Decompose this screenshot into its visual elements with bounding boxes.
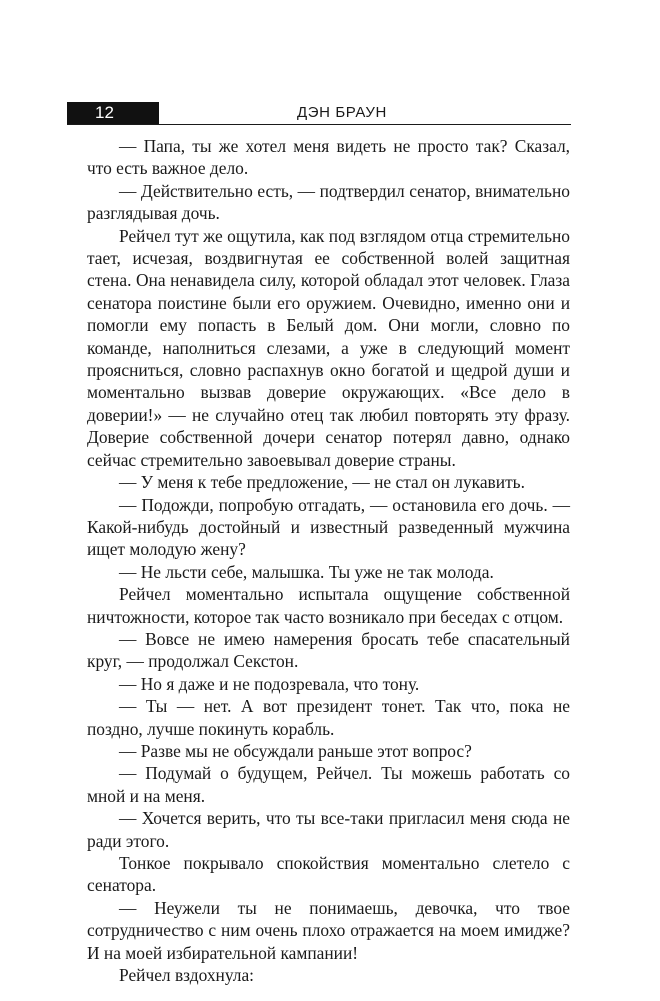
- paragraph: Рейчел вздохнула:: [119, 965, 254, 986]
- paragraph: — Ты — нет. А вот президент тонет. Так что, пока не поздно, лучше покинуть корабль.: [87, 696, 570, 739]
- paragraph: — У меня к тебе предложение, — не стал он лукавить.: [119, 472, 525, 493]
- paragraph: — Действительно есть, — подтвердил сенатор, внимательно разглядывая дочь.: [87, 180, 570, 224]
- paragraph: — Подожди, попробую отгадать, — остановила его дочь. — Какой-нибудь достойный и известный разведенный мужчина ищет молодую жену?: [87, 494, 570, 560]
- page-number: 12: [67, 102, 159, 124]
- paragraph: — Не льсти себе, малышка. Ты уже не так молода.: [119, 561, 494, 582]
- paragraph: — Но я даже и не подозревала, что тону.: [119, 673, 420, 694]
- paragraph: — Подумай о будущем, Рейчел. Ты можешь работать со мной и на меня.: [87, 763, 570, 806]
- paragraph: Рейчел тут же ощутила, как под взглядом отца стремительно тает, исчезая, воздвигнутая ее собственной волей защитная стена. Она ненавидела силу, которой обладал этот человек. Глаза сенатора поистине были его оружием. Очевидно, именно они и помогли ему попасть в Белый дом. Они могли, словно по команде, наполниться слезами, а уже в следующий момент проясниться, словно распахнув окно богатой и щедрой души и моментально вызвав доверие окружающих. «Все дело в доверии!» — не случайно отец так любил повторять эту фразу. Доверие собственной дочери сенатор потерял давно, однако сейчас стремительно завоевывал доверие страны.: [87, 225, 570, 470]
- paragraph: — Папа, ты же хотел меня видеть не просто так? Сказал, что есть важное дело.: [87, 136, 570, 179]
- page-header: [67, 102, 571, 125]
- paragraph: — Неужели ты не понимаешь, девочка, что твое сотрудничество с ним очень плохо отражается на моем имидже? И на моей избирательной кампании!: [87, 897, 570, 963]
- paragraph: Рейчел моментально испытала ощущение собственной ничтожности, которое так часто возникало при беседах с отцом.: [87, 584, 570, 627]
- paragraph: — Хочется верить, что ты все-таки пригласил меня сюда не ради этого.: [87, 808, 570, 851]
- paragraph: — Разве мы не обсуждали раньше этот вопрос?: [119, 740, 472, 761]
- paragraph: — Вовсе не имею намерения бросать тебе спасательный круг, — продолжал Секстон.: [87, 628, 570, 672]
- running-title: ДЭН БРАУН: [297, 104, 387, 121]
- body-text: [87, 135, 570, 986]
- paragraph: Тонкое покрывало спокойствия моментально слетело с сенатора.: [87, 853, 570, 896]
